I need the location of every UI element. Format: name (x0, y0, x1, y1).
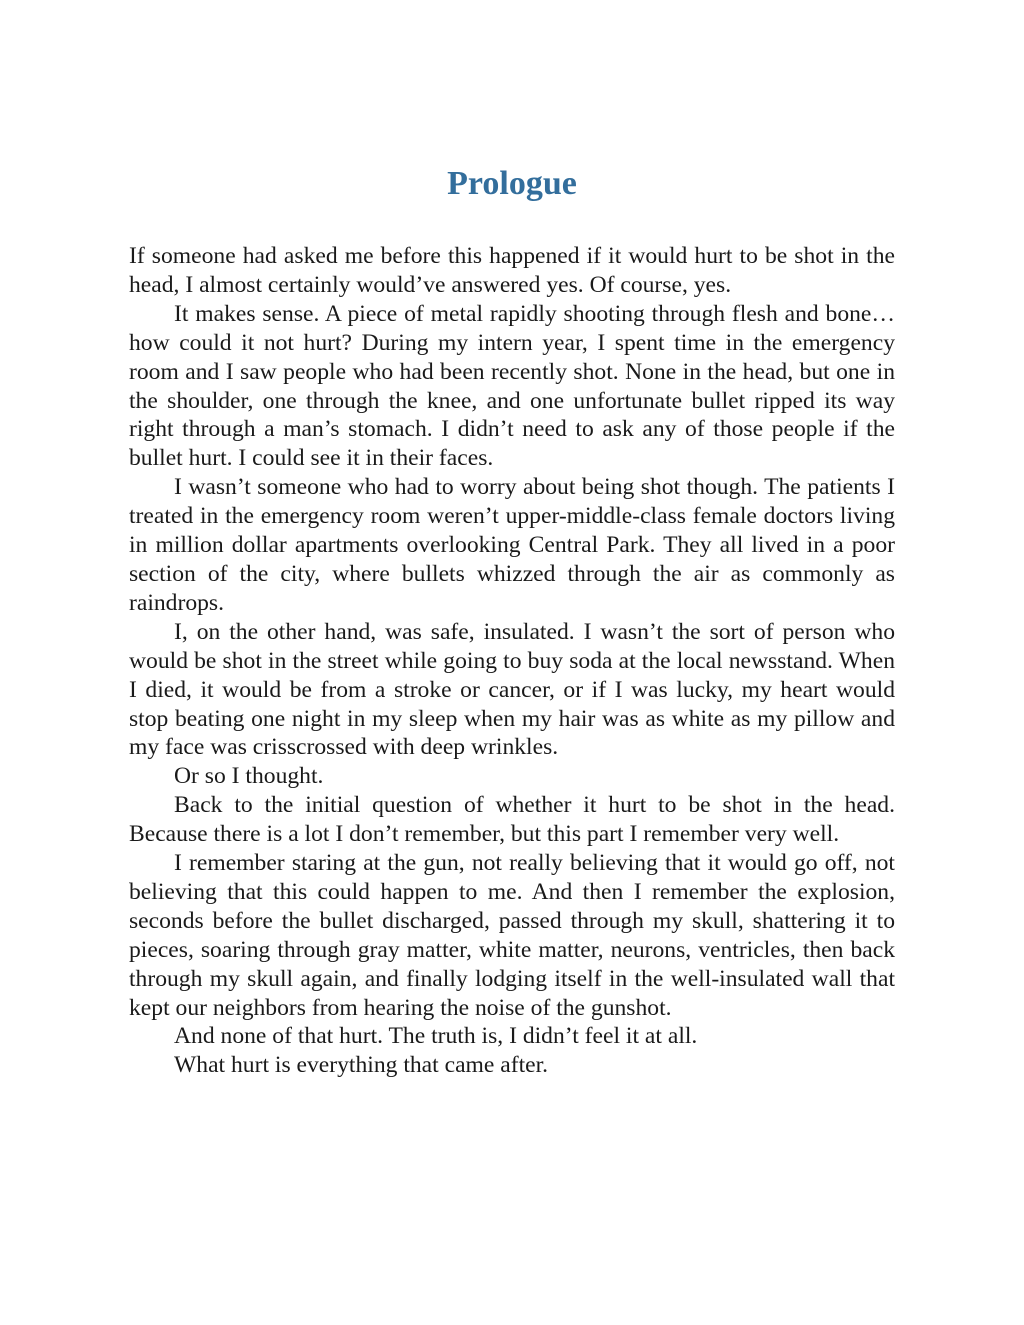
book-page (129, 160, 895, 1080)
paragraph: Or so I thought. (174, 763, 324, 790)
paragraph: I wasn’t someone who had to worry about being shot though. The patients I treated in the emergency room weren’t upper-middle-class female doctors living in million dollar apartments overlooking Central Park. They all lived in a poor section of the city, where bullets whizzed through the air as commonly as raindrops. (129, 474, 895, 616)
paragraph: If someone had asked me before this happened if it would hurt to be shot in the head, I almost certainly would’ve answered yes. Of course, yes. (129, 243, 895, 298)
paragraph: Back to the initial question of whether it hurt to be shot in the head. Because there is a lot I don’t remember, but this part I remember very well. (129, 792, 895, 848)
paragraph: And none of that hurt. The truth is, I didn’t feel it at all. (174, 1023, 698, 1050)
paragraph: It makes sense. A piece of metal rapidly shooting through flesh and bone… how could it not hurt? During my intern year, I spent time in the emergency room and I saw people who had been recently shot. None in the head, but one in the shoulder, one through the knee, and one unfortunate bullet ripped its way right through a man’s stomach. I didn’t need to ask any of those people if the bullet hurt. I could see it in their faces. (129, 300, 895, 472)
paragraph: I remember staring at the gun, not really believing that it would go off, not believing that this could happen to me. And then I remember the explosion, seconds before the bullet discharged, passed through my skull, shattering it to pieces, soaring through gray matter, white matter, neurons, ventricles, then back through my skull again, and finally lodging itself in the well-insulated wall that kept our neighbors from hearing the noise of the gunshot. (129, 850, 895, 1021)
chapter-body (129, 242, 895, 1080)
paragraph: I, on the other hand, was safe, insulated. I wasn’t the sort of person who would be shot in the street while going to buy soda at the local newsstand. When I died, it would be from a stroke or cancer, or if I was lucky, my heart would stop beating one night in my sleep when my hair was as white as my pillow and my face was crisscrossed with deep wrinkles. (129, 618, 895, 761)
paragraph: What hurt is everything that came after. (174, 1052, 549, 1079)
chapter-title: Prologue (447, 165, 577, 202)
